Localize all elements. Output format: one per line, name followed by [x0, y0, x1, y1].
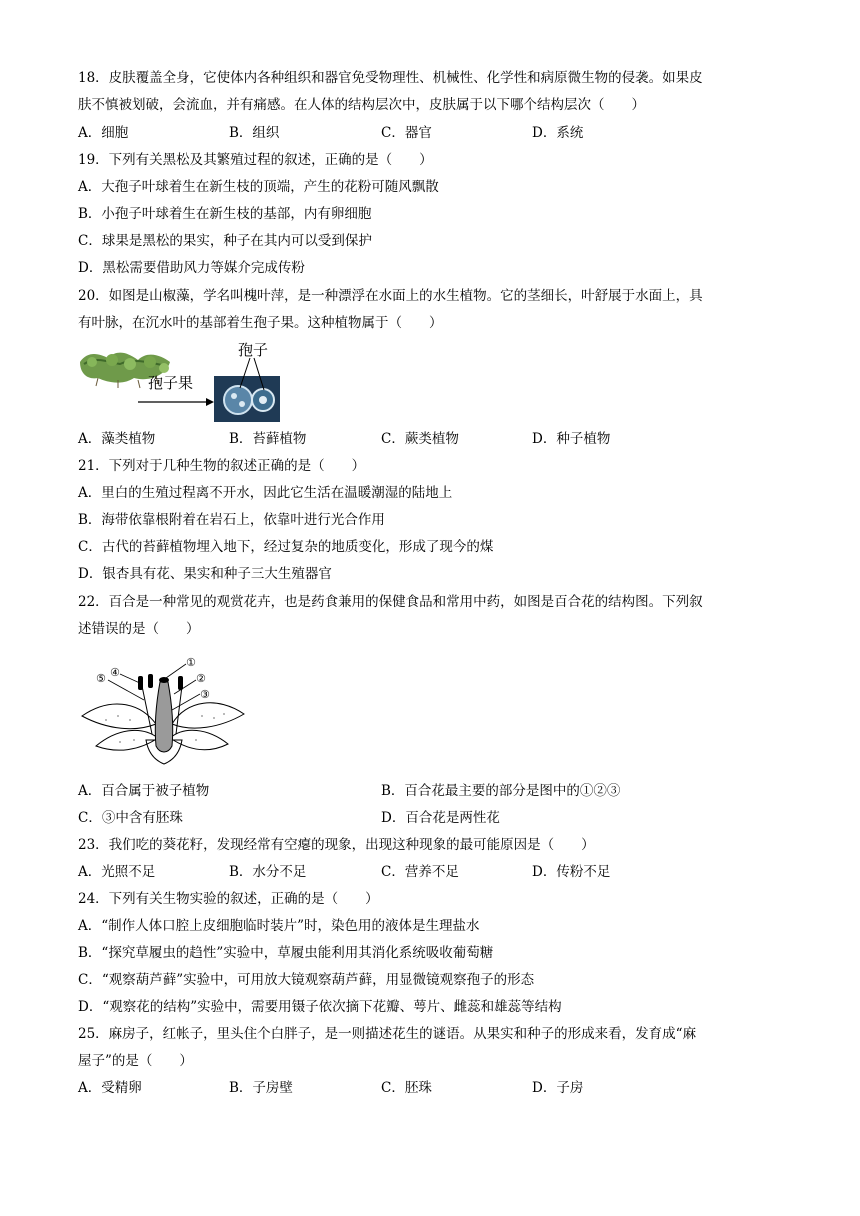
- q21-stem: 21．下列对于几种生物的叙述正确的是（ ）: [78, 458, 366, 474]
- q23-stem: 23．我们吃的葵花籽，发现经常有空瘪的现象，出现这种现象的最可能原因是（ ）: [78, 837, 595, 853]
- anther-right: [178, 676, 183, 690]
- q19-option-d: D．黑松需要借助风力等媒介完成传粉: [78, 260, 305, 276]
- q19-stem: 19．下列有关黑松及其繁殖过程的叙述，正确的是（ ）: [78, 152, 433, 168]
- q23-option-b: B．水分不足: [229, 864, 307, 880]
- q25-option-b: B．子房壁: [229, 1080, 293, 1096]
- q25-option-c: C．胚珠: [381, 1080, 432, 1096]
- q22-stem-line2: 述错误的是（ ）: [78, 621, 200, 637]
- q20-stem-line1: 20．如图是山椒藻，学名叫槐叶萍，是一种漂浮在水面上的水生植物。它的茎细长，叶舒展于水面上，具: [78, 288, 703, 304]
- label-5: ⑤: [96, 672, 106, 685]
- q22-option-d: D．百合花是两性花: [381, 810, 500, 826]
- q20-option-c: C．蕨类植物: [381, 431, 459, 447]
- q18-option-c: C．器官: [381, 125, 432, 141]
- stigma: [159, 677, 169, 683]
- label-1: ①: [186, 656, 196, 669]
- q22-option-c: C．③中含有胚珠: [78, 810, 183, 826]
- q20-option-a: A．藻类植物: [78, 431, 156, 447]
- q19-option-c: C．球果是黑松的果实，种子在其内可以受到保护: [78, 233, 372, 249]
- anther-left-2: [148, 674, 153, 688]
- label-2: ②: [196, 672, 206, 685]
- q18-stem-line2: 肤不慎被划破，会流血，并有痛感。在人体的结构层次中，皮肤属于以下哪个结构层次（ ）: [78, 97, 645, 113]
- label-4: ④: [110, 666, 120, 679]
- q22-option-b: B．百合花最主要的部分是图中的①②③: [381, 783, 621, 799]
- q23-option-c: C．营养不足: [381, 864, 459, 880]
- q22-option-a: A．百合属于被子植物: [78, 783, 210, 799]
- q24-option-a: A．“制作人体口腔上皮细胞临时装片”时，染色用的液体是生理盐水: [78, 918, 480, 934]
- petal-left: [82, 704, 156, 729]
- q25-option-d: D．子房: [532, 1080, 584, 1096]
- q21-option-a: A．里白的生殖过程离不开水，因此它生活在温暖潮湿的陆地上: [78, 485, 453, 501]
- q24-stem: 24．下列有关生物实验的叙述，正确的是（ ）: [78, 891, 379, 907]
- q24-option-c: C．“观察葫芦藓”实验中，可用放大镜观察葫芦藓，用显微镜观察孢子的形态: [78, 972, 535, 988]
- q21-option-b: B．海带依靠根附着在岩石上，依靠叶进行光合作用: [78, 512, 385, 528]
- q23-option-a: A．光照不足: [78, 864, 156, 880]
- q18-option-b: B．组织: [229, 125, 280, 141]
- q20-stem-line2: 有叶脉，在沉水叶的基部着生孢子果。这种植物属于（ ）: [78, 315, 443, 331]
- q19-option-a: A．大孢子叶球着生在新生枝的顶端，产生的花粉可随风飘散: [78, 179, 439, 195]
- q20-option-d: D．种子植物: [532, 431, 611, 447]
- pistil: [155, 682, 173, 752]
- q24-option-b: B．“探究草履虫的趋性”实验中，草履虫能利用其消化系统吸收葡萄糖: [78, 945, 494, 961]
- q24-option-d: D．“观察花的结构”实验中，需要用镊子依次摘下花瓣、萼片、雌蕊和雄蕊等结构: [78, 999, 562, 1015]
- q25-stem-line2: 屋子”的是（ ）: [78, 1053, 193, 1069]
- q18-option-d: D．系统: [532, 125, 584, 141]
- q18-stem-line1: 18．皮肤覆盖全身，它使体内各种组织和器官免受物理性、机械性、化学性和病原微生物的侵袭。如果皮: [78, 70, 703, 86]
- lily-flower-figure: [78, 654, 248, 766]
- q22-stem-line1: 22．百合是一种常见的观赏花卉，也是药食兼用的保健食品和常用中药，如图是百合花的结构图。下列叙: [78, 594, 703, 610]
- salvinia-figure: [78, 342, 283, 424]
- label-sporocarp: 孢子果: [148, 374, 194, 392]
- petal-right: [172, 703, 244, 728]
- q21-option-c: C．古代的苔藓植物埋入地下，经过复杂的地质变化，形成了现今的煤: [78, 539, 494, 555]
- q25-stem-line1: 25．麻房子，红帐子，里头住个白胖子，是一则描述花生的谜语。从果实和种子的形成来看，发育成“麻: [78, 1026, 697, 1042]
- q25-option-a: A．受精卵: [78, 1080, 142, 1096]
- q18-option-a: A．细胞: [78, 125, 129, 141]
- q23-option-d: D．传粉不足: [532, 864, 611, 880]
- q20-option-b: B．苔藓植物: [229, 431, 307, 447]
- label-3: ③: [200, 688, 210, 701]
- q21-option-d: D．银杏具有花、果实和种子三大生殖器官: [78, 566, 332, 582]
- label-spore: 孢子: [238, 342, 269, 359]
- q19-option-b: B．小孢子叶球着生在新生枝的基部，内有卵细胞: [78, 206, 372, 222]
- sporocarp-left: [224, 386, 252, 414]
- arrow-head: [206, 398, 214, 406]
